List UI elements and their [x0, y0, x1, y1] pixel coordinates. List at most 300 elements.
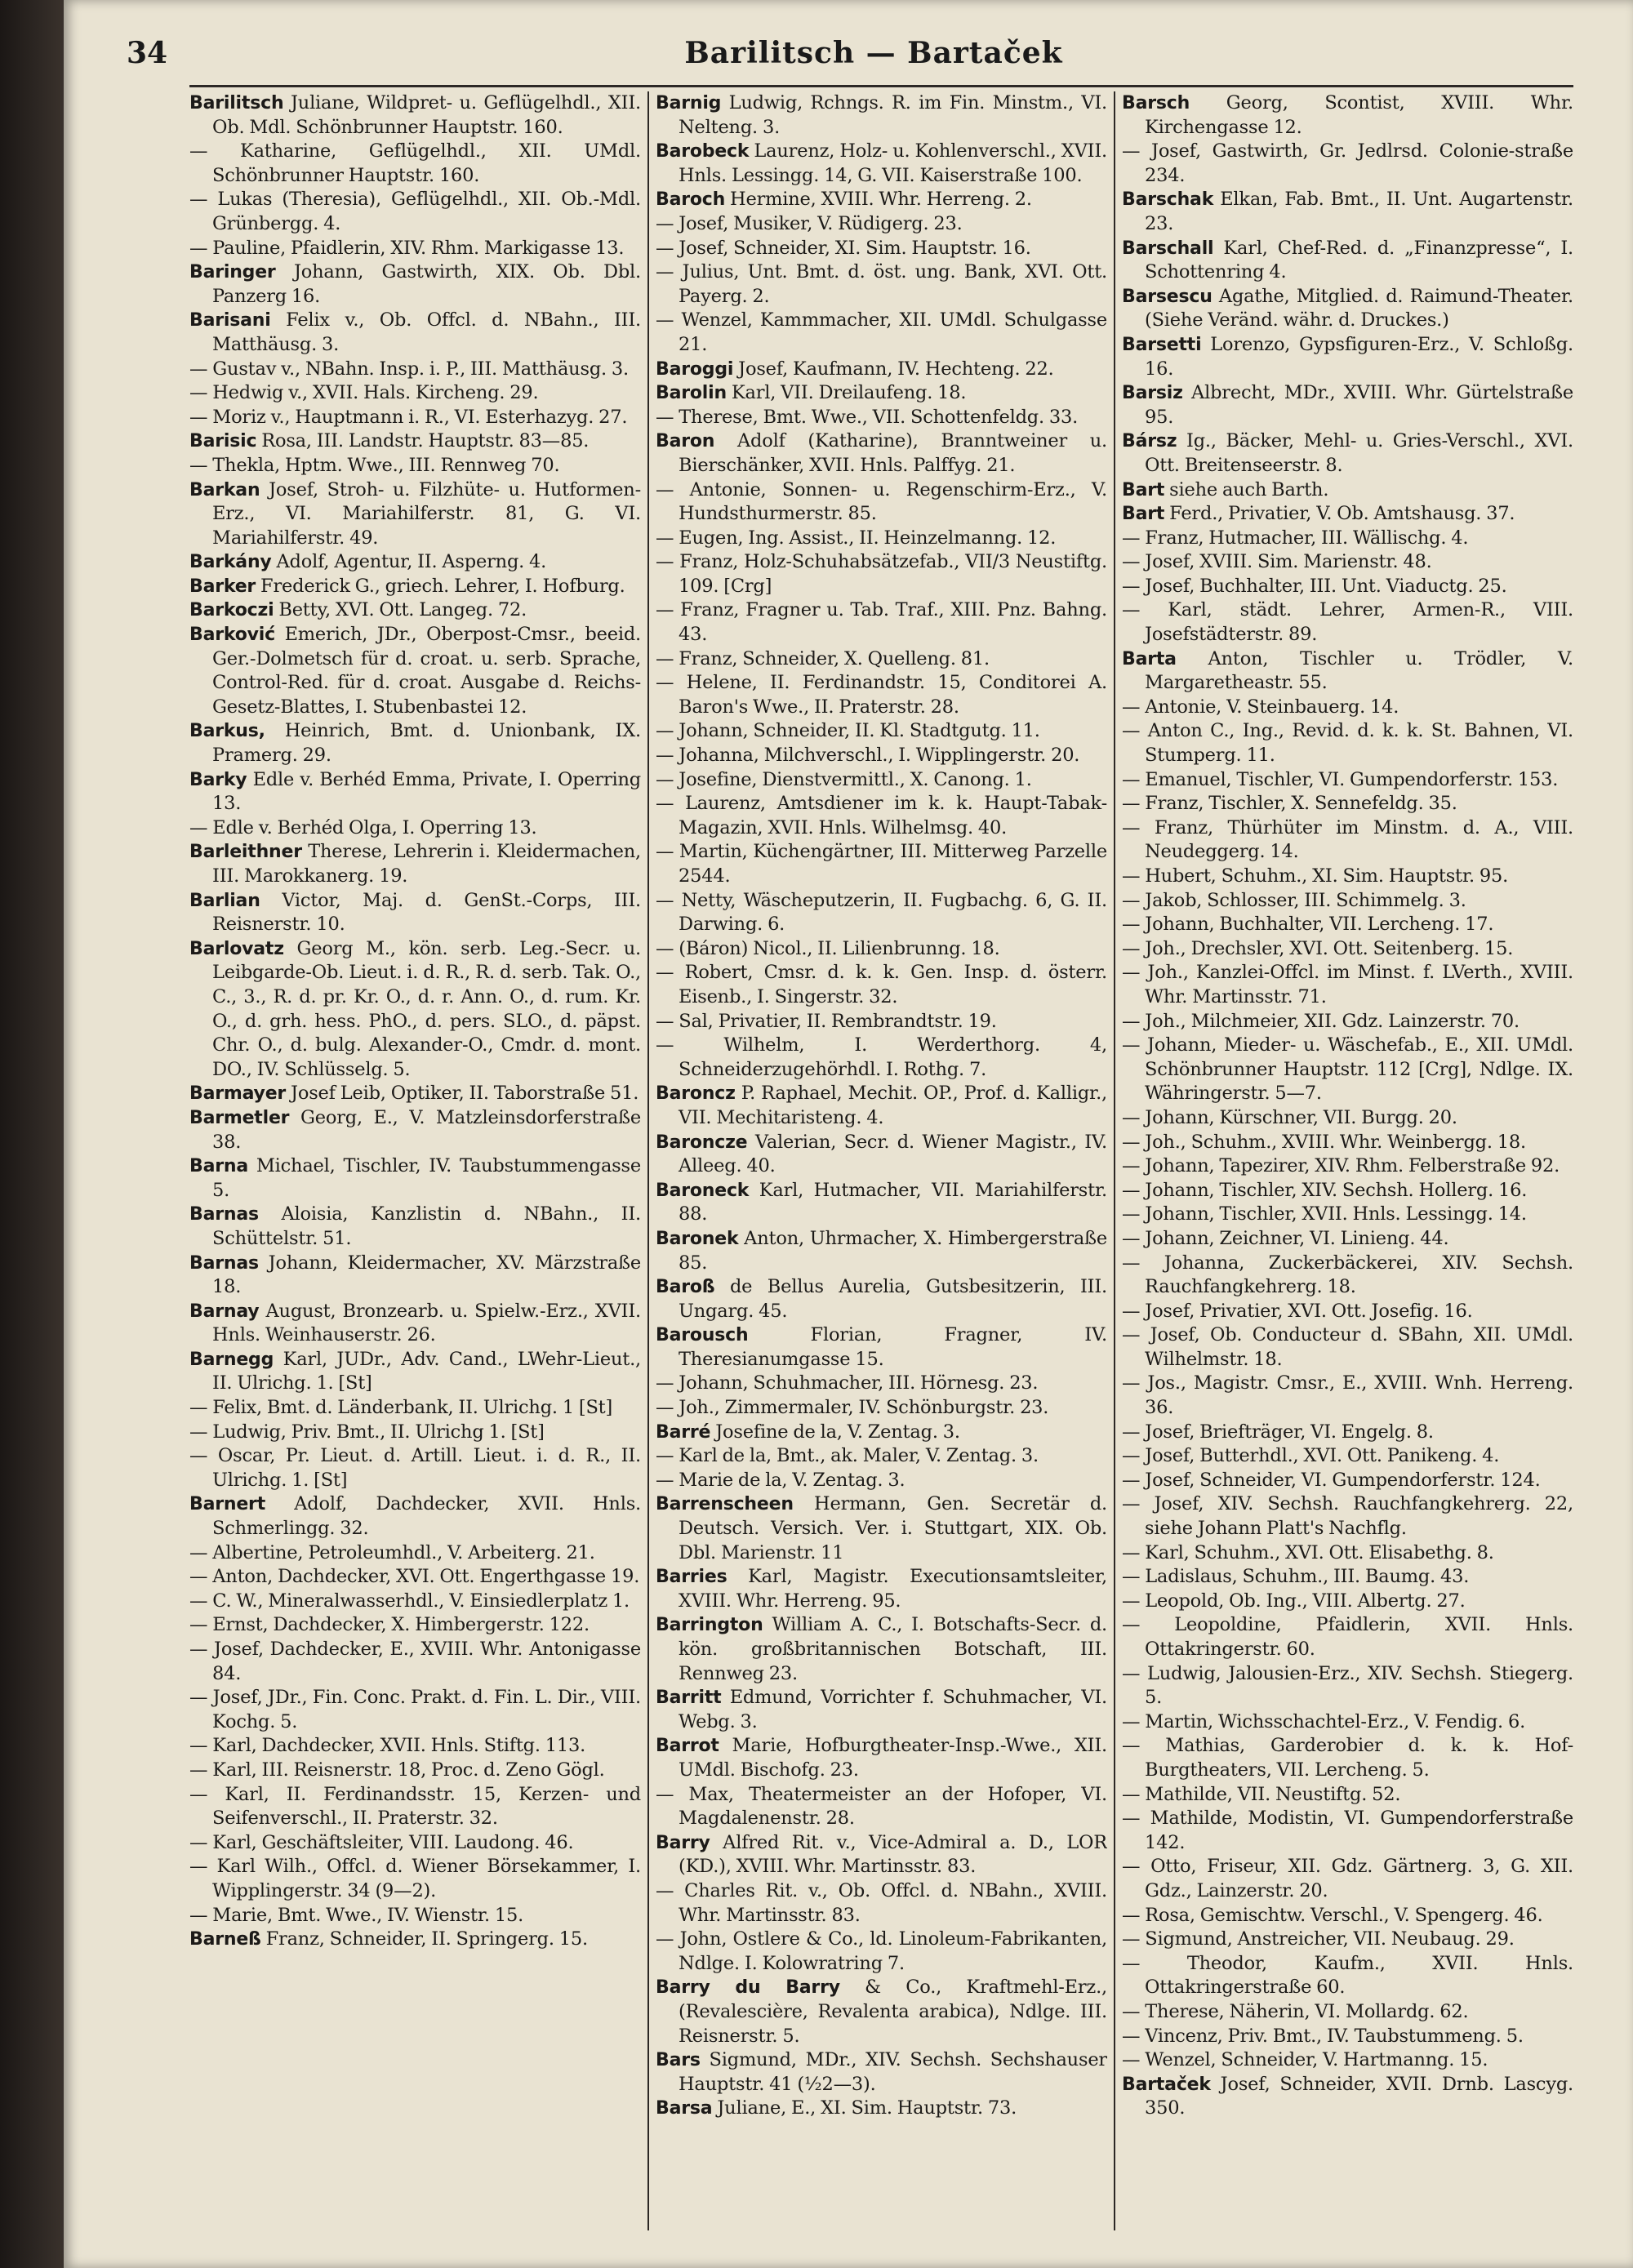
directory-entry: [656, 237, 1107, 261]
entry-surname: Barneß: [189, 1929, 261, 1950]
entry-surname: Barrot: [656, 1736, 719, 1757]
directory-entry: [189, 406, 641, 430]
directory-entry: [1122, 1227, 1573, 1252]
entry-surname: Barschak: [1122, 189, 1214, 211]
directory-entry: [189, 1831, 641, 1856]
directory-entry: [1122, 696, 1573, 720]
entry-details: — Johann, Tischler, XIV. Sechsh. Hollerg. 16.: [1122, 1179, 1528, 1201]
entry-details: — Karl, Schuhm., XVI. Ott. Elisabethg. 8.: [1122, 1541, 1494, 1563]
entry-details: & Co., Kraftmehl-Erz., (Revalescière, Revalenta arabica), Ndlge. III. Reisnerstr. 5.: [679, 1977, 1107, 2047]
directory-entry: [1122, 478, 1573, 503]
directory-entry: [189, 575, 641, 599]
entry-details: Sigmund, MDr., XIV. Sechsh. Sechshauser Hauptstr. 41 (½2—3).: [679, 2049, 1107, 2095]
entry-details: — Ludwig, Priv. Bmt., II. Ulrichg 1. [St]: [189, 1421, 545, 1443]
directory-entry: [656, 1686, 1107, 1734]
entry-surname: Baroch: [656, 189, 726, 211]
directory-entry: [189, 623, 641, 719]
entry-details: Johann, Kleidermacher, XV. Märzstraße 18.: [212, 1252, 641, 1298]
entry-details: Rosa, III. Landstr. Hauptstr. 83—85.: [261, 430, 590, 452]
directory-entry: [656, 188, 1107, 212]
entry-details: — Josef, Musiker, V. Rüdigerg. 23.: [656, 212, 963, 234]
directory-entry: [1122, 1179, 1573, 1203]
entry-surname: Barobeck: [656, 141, 750, 162]
directory-entry: [656, 1421, 1107, 1445]
entry-details: — Johann, Buchhalter, VII. Lercheng. 17.: [1122, 914, 1494, 936]
entry-surname: Barsa: [656, 2098, 713, 2119]
directory-entry: [1122, 865, 1573, 889]
entry-details: — Netty, Wäscheputzerin, II. Fugbachg. 6, G. II. Darwing. 6.: [656, 889, 1107, 936]
directory-entry: [189, 478, 641, 551]
entry-details: Emerich, JDr., Oberpost-Cmsr., beeid. Ger.-Dolmetsch für d. croat. u. serb. Sprache, Control-Red. für d. croat. Ausgabe d. Reichs-Gesetz-Blattes, I. Stubenbastei 12.: [212, 624, 641, 718]
directory-entry: [189, 237, 641, 261]
directory-entry: [189, 1300, 641, 1348]
entry-details: — Vincenz, Priv. Bmt., IV. Taubstummeng. 5.: [1122, 2025, 1524, 2047]
entry-surname: Barleithner: [189, 842, 302, 863]
entry-details: Juliane, E., XI. Sim. Hauptstr. 73.: [717, 2097, 1017, 2119]
entry-details: Josef, Stroh- u. Filzhüte- u. Hutformen-Erz., VI. Mariahilferstr. 81, G. VI. Mariahilferstr. 49.: [212, 478, 641, 549]
directory-entry: [656, 889, 1107, 937]
entry-details: William A. C., I. Botschafts-Secr. d. kön. großbritannischen Botschaft, III. Rennweg 23.: [679, 1614, 1107, 1684]
directory-entry: [189, 1396, 641, 1421]
entry-surname: Barmayer: [189, 1083, 287, 1105]
directory-entry: [1122, 889, 1573, 914]
directory-entry: [656, 1323, 1107, 1372]
directory-entry: [656, 1928, 1107, 1976]
entry-surname: Barsescu: [1122, 286, 1213, 307]
entry-details: — Theodor, Kaufm., XVII. Hnls. Ottakringerstraße 60.: [1122, 1952, 1573, 1999]
entry-details: Victor, Maj. d. GenSt.-Corps, III. Reisnerstr. 10.: [212, 889, 641, 936]
entry-surname: Bársz: [1122, 431, 1177, 452]
entry-surname: Barry: [656, 1832, 710, 1853]
directory-entry: [1122, 91, 1573, 140]
directory-entry: [1122, 429, 1573, 478]
entry-details: Juliane, Wildpret- u. Geflügelhdl., XII. Ob. Mdl. Schönbrunner Hauptstr. 160.: [212, 92, 641, 138]
directory-entry: [1122, 381, 1573, 429]
entry-surname: Barsch: [1122, 93, 1190, 113]
entry-details: Agathe, Mitglied. d. Raimund-Theater. (Siehe Veränd. währ. d. Druckes.): [1145, 285, 1573, 331]
directory-entry: [656, 1976, 1107, 2048]
directory-entry: [1122, 2000, 1573, 2025]
directory-entry: [189, 1106, 641, 1154]
entry-details: — Marie de la, V. Zentag. 3.: [656, 1469, 905, 1491]
entry-details: Josef Leib, Optiker, II. Taborstraße 51.: [291, 1083, 639, 1105]
directory-entry: [1122, 913, 1573, 937]
directory-entry: [656, 792, 1107, 840]
entry-details: — Mathilde, VII. Neustiftg. 52.: [1122, 1783, 1401, 1805]
column-rule: [647, 91, 649, 2230]
directory-entry: [656, 1444, 1107, 1469]
entry-details: — Karl Wilh., Offcl. d. Wiener Börsekammer, I. Wipplingerstr. 34 (9—2).: [189, 1856, 641, 1901]
entry-details: — Therese, Bmt. Wwe., VII. Schottenfeldg. 33.: [656, 406, 1079, 428]
entry-details: Josefine de la, V. Zentag. 3.: [715, 1421, 960, 1443]
directory-entry: [1122, 527, 1573, 551]
directory-entry: [1122, 768, 1573, 793]
entry-surname: Barta: [1122, 648, 1177, 669]
directory-entry: [189, 1541, 641, 1566]
entry-details: — Josef, Privatier, XVI. Ott. Josefig. 16.: [1122, 1300, 1473, 1322]
entry-details: Ferd., Privatier, V. Ob. Amtshausg. 37.: [1169, 503, 1515, 525]
entry-surname: Barker: [189, 576, 256, 597]
directory-entry: [1122, 1662, 1573, 1710]
entry-details: — Josef, Butterhdl., XVI. Ott. Panikeng. 4.: [1122, 1445, 1500, 1467]
column-2: [656, 91, 1107, 2247]
entry-details: — Johann, Zeichner, VI. Linieng. 44.: [1122, 1227, 1449, 1249]
directory-entry: [1122, 1613, 1573, 1661]
directory-entry: [189, 1492, 641, 1541]
directory-entry: [1122, 1421, 1573, 1445]
entry-surname: Barmetler: [189, 1107, 290, 1128]
entry-details: August, Bronzearb. u. Spielw.-Erz., XVII. Hnls. Weinhauserstr. 26.: [212, 1300, 641, 1346]
entry-details: — Moriz v., Hauptmann i. R., VI. Esterhazyg. 27.: [189, 406, 628, 428]
entry-surname: Barnert: [189, 1494, 266, 1515]
entry-details: — Helene, II. Ferdinandstr. 15, Conditorei A. Baron's Wwe., II. Praterstr. 28.: [656, 672, 1107, 718]
entry-details: — Franz, Schneider, X. Quelleng. 81.: [656, 647, 990, 669]
directory-entry: [1122, 1928, 1573, 1952]
directory-entry: [1122, 961, 1573, 1009]
entry-details: — Josef, Ob. Conducteur d. SBahn, XII. UMdl. Wilhelmstr. 18.: [1122, 1324, 1573, 1370]
entry-surname: Barousch: [656, 1325, 749, 1346]
directory-entry: [656, 2048, 1107, 2097]
directory-entry: [189, 188, 641, 236]
entry-surname: Barolin: [656, 383, 727, 404]
directory-entry: [1122, 1300, 1573, 1324]
directory-entry: [1122, 1952, 1573, 2000]
directory-entry: [656, 1613, 1107, 1686]
directory-entry: [1122, 1372, 1573, 1420]
directory-entry: [656, 1082, 1107, 1130]
entry-details: — Ladislaus, Schuhm., III. Baumg. 43.: [1122, 1566, 1470, 1588]
directory-entry: [1122, 1323, 1573, 1372]
entry-details: Adolf (Katharine), Branntweiner u. Bierschänker, XVII. Hnls. Palffyg. 21.: [679, 430, 1107, 476]
directory-entry: [656, 212, 1107, 237]
entry-details: — Leopoldine, Pfaidlerin, XVII. Hnls. Ottakringerstr. 60.: [1122, 1614, 1573, 1660]
directory-entry: [189, 358, 641, 382]
page-number: 34: [127, 36, 168, 70]
column-1: [189, 91, 641, 2247]
header-rule: [189, 85, 1573, 87]
entry-details: — Leopold, Ob. Ing., VIII. Albertg. 27.: [1122, 1590, 1466, 1612]
directory-entry: [656, 598, 1107, 647]
entry-details: — Rosa, Gemischtw. Verschl., V. Spengerg. 46.: [1122, 1904, 1543, 1926]
entry-surname: Barschall: [1122, 238, 1214, 259]
entry-details: — Josef, Dachdecker, E., XVIII. Whr. Antonigasse 84.: [189, 1639, 641, 1684]
directory-entry: [189, 598, 641, 623]
directory-entry: [189, 1734, 641, 1759]
entry-details: Karl, JUDr., Adv. Cand., LWehr-Lieut., II. Ulrichg. 1. [St]: [212, 1348, 641, 1394]
entry-details: Georg, E., V. Matzleinsdorferstraße 38.: [212, 1106, 641, 1153]
directory-entry: [189, 937, 641, 1083]
entry-details: — Josef, JDr., Fin. Conc. Prakt. d. Fin. L. Dir., VIII. Kochg. 5.: [189, 1687, 641, 1732]
entry-details: — Josef, Schneider, XI. Sim. Hauptstr. 16.: [656, 237, 1031, 259]
directory-entry: [189, 1444, 641, 1492]
entry-details: — Martin, Küchengärtner, III. Mitterweg Parzelle 2544.: [656, 841, 1107, 887]
directory-entry: [1122, 647, 1573, 696]
entry-surname: Baroß: [656, 1277, 715, 1298]
entry-details: Edle v. Berhéd Emma, Private, I. Operring 13.: [212, 768, 641, 815]
entry-surname: Baroneck: [656, 1180, 750, 1201]
entry-details: — Hubert, Schuhm., XI. Sim. Hauptstr. 95.: [1122, 865, 1509, 887]
directory-entry: [1122, 1492, 1573, 1541]
entry-details: Edmund, Vorrichter f. Schuhmacher, VI. Webg. 3.: [679, 1687, 1107, 1732]
entry-surname: Barnas: [189, 1252, 259, 1274]
directory-entry: [1122, 792, 1573, 816]
entry-details: Ludwig, Rchngs. R. im Fin. Minstm., VI. Nelteng. 3.: [679, 92, 1107, 138]
directory-entry: [1122, 188, 1573, 236]
entry-details: — Katharine, Geflügelhdl., XII. UMdl. Schönbrunner Hauptstr. 160.: [189, 140, 641, 186]
entry-details: Josef, Schneider, XVII. Drnb. Lascyg. 350.: [1145, 2073, 1573, 2119]
entry-details: Elkan, Fab. Bmt., II. Unt. Augartenstr. 23.: [1145, 189, 1573, 234]
directory-entry: [1122, 1469, 1573, 1493]
directory-entry: [656, 719, 1107, 744]
entry-surname: Baringer: [189, 262, 276, 283]
entry-details: — Johann, Mieder- u. Wäschefab., E., XII. UMdl. Schönbrunner Hauptstr. 112 [Crg], Ndlge. IX. Währingerstr. 5—7.: [1122, 1034, 1573, 1105]
entry-details: — Franz, Tischler, X. Sennefeldg. 35.: [1122, 793, 1457, 815]
directory-entry: [656, 527, 1107, 551]
entry-details: — Wenzel, Kammmacher, XII. UMdl. Schulgasse 21.: [656, 309, 1107, 355]
entry-details: Aloisia, Kanzlistin d. NBahn., II. Schüttelstr. 51.: [212, 1203, 641, 1249]
entry-surname: Barisic: [189, 431, 257, 452]
directory-entry: [189, 1421, 641, 1445]
entry-details: Laurenz, Holz- u. Kohlenverschl., XVII. Hnls. Lessingg. 14, G. VII. Kaiserstraße 100.: [679, 140, 1107, 186]
directory-entry: [656, 260, 1107, 309]
entry-details: — Antonie, Sonnen- u. Regenschirm-Erz., V. Hundsthurmerstr. 85.: [656, 478, 1107, 525]
entry-details: — Marie, Bmt. Wwe., IV. Wienstr. 15.: [189, 1904, 524, 1926]
directory-entry: [189, 140, 641, 188]
directory-entry: [656, 744, 1107, 768]
entry-details: — Karl, städt. Lehrer, Armen-R., VIII. Josefstädterstr. 89.: [1122, 599, 1573, 646]
entry-details: — Josefine, Dienstvermittl., X. Canong. 1.: [656, 768, 1032, 790]
directory-entry: [656, 1010, 1107, 1034]
directory-entry: [189, 381, 641, 406]
directory-entry: [1122, 2073, 1573, 2121]
entry-details: — Karl, II. Ferdinandsstr. 15, Kerzen- und Seifenverschl., II. Praterstr. 32.: [189, 1783, 641, 1830]
entry-details: — Karl, Dachdecker, XVII. Hnls. Stiftg. 113.: [189, 1735, 586, 1757]
entry-surname: Barkus,: [189, 721, 265, 742]
directory-entry: [656, 1227, 1107, 1275]
entry-details: Karl, VII. Dreilaufeng. 18.: [731, 382, 967, 404]
entry-details: — Josef, XVIII. Sim. Marienstr. 48.: [1122, 551, 1432, 573]
directory-entry: [189, 768, 641, 816]
directory-entry: [189, 1638, 641, 1686]
entry-details: — Antonie, V. Steinbauerg. 14.: [1122, 696, 1399, 718]
entry-details: — Josef, Gastwirth, Gr. Jedlrsd. Colonie-straße 234.: [1122, 140, 1573, 186]
entry-details: — John, Ostlere & Co., ld. Linoleum-Fabrikanten, Ndlge. I. Kolowratring 7.: [656, 1928, 1107, 1974]
entry-surname: Barkoczi: [189, 600, 274, 621]
entry-surname: Barry du Barry: [656, 1977, 840, 1999]
directory-entry: [1122, 1010, 1573, 1034]
directory-entry: [189, 1686, 641, 1734]
entry-details: Therese, Lehrerin i. Kleidermachen, III. Marokkanerg. 19.: [212, 841, 641, 887]
entry-details: — Thekla, Hptm. Wwe., III. Rennweg 70.: [189, 454, 560, 476]
entry-details: — Wilhelm, I. Werderthorg. 4, Schneiderzugehörhdl. I. Rothg. 7.: [656, 1034, 1107, 1080]
directory-entry: [656, 91, 1107, 140]
directory-entry: [189, 1928, 641, 1952]
entry-surname: Barkan: [189, 479, 260, 500]
entry-surname: Barrington: [656, 1615, 763, 1636]
entry-details: Valerian, Secr. d. Wiener Magistr., IV. Alleeg. 40.: [679, 1131, 1107, 1177]
directory-entry: [1122, 575, 1573, 599]
directory-entry: [189, 1565, 641, 1590]
entry-surname: Baron: [656, 431, 715, 452]
entry-details: — Eugen, Ing. Assist., II. Heinzelmanng. 12.: [656, 527, 1057, 549]
directory-entry: [189, 1613, 641, 1638]
entry-details: — Franz, Holz-Schuhabsätzefab., VII/3 Neustiftg. 109. [Crg]: [656, 551, 1107, 597]
entry-details: — Johanna, Milchverschl., I. Wipplingerstr. 20.: [656, 745, 1080, 767]
directory-entry: [1122, 1783, 1573, 1808]
entry-details: — Laurenz, Amtsdiener im k. k. Haupt-Tabak-Magazin, XVII. Hnls. Wilhelmsg. 40.: [656, 793, 1107, 838]
entry-details: Albrecht, MDr., XVIII. Whr. Gürtelstraße 95.: [1145, 382, 1573, 428]
entry-details: — Hedwig v., XVII. Hals. Kircheng. 29.: [189, 382, 539, 404]
directory-entry: [656, 671, 1107, 719]
entry-surname: Barna: [189, 1156, 248, 1177]
entry-details: Lorenzo, Gypsfiguren-Erz., V. Schloßg. 16.: [1145, 333, 1573, 380]
entry-details: — Anton, Dachdecker, XVI. Ott. Engerthgasse 19.: [189, 1566, 640, 1588]
directory-entry: [656, 768, 1107, 793]
entry-surname: Baroggi: [656, 358, 734, 380]
entry-details: Hermine, XVIII. Whr. Herreng. 2.: [730, 189, 1032, 211]
entry-surname: Bart: [1122, 504, 1165, 525]
entry-details: Felix v., Ob. Offcl. d. NBahn., III. Matthäusg. 3.: [212, 309, 641, 355]
entry-surname: Barsetti: [1122, 334, 1202, 355]
directory-entry: [189, 1154, 641, 1203]
directory-entry: [1122, 1252, 1573, 1300]
entry-details: — Josef, Briefträger, VI. Engelg. 8.: [1122, 1421, 1434, 1443]
entry-details: — Josef, Schneider, VI. Gumpendorferstr. 124.: [1122, 1469, 1541, 1491]
running-head: Barilitsch — Bartaček: [684, 36, 1063, 70]
entry-surname: Barnegg: [189, 1349, 274, 1370]
entry-details: — Joh., Schuhm., XVIII. Whr. Weinbergg. 18.: [1122, 1131, 1526, 1153]
entry-details: Karl, Magistr. Executionsamtsleiter, XVIII. Whr. Herreng. 95.: [679, 1566, 1107, 1612]
directory-entry: [1122, 1855, 1573, 1903]
entry-surname: Barky: [189, 769, 247, 790]
entry-surname: Barkány: [189, 552, 272, 573]
directory-entry: [656, 1879, 1107, 1928]
directory-entry: [189, 1082, 641, 1106]
entry-details: — Sigmund, Anstreicher, VII. Neubaug. 29.: [1122, 1928, 1515, 1950]
directory-entry: [1122, 816, 1573, 865]
entry-details: de Bellus Aurelia, Gutsbesitzerin, III. Ungarg. 45.: [679, 1276, 1107, 1322]
directory-entry: [1122, 1541, 1573, 1566]
directory-entry: [1122, 2048, 1573, 2073]
column-rule: [1114, 91, 1115, 2230]
directory-entry: [1122, 1034, 1573, 1106]
directory-entry: [656, 381, 1107, 406]
entry-details: — Oscar, Pr. Lieut. d. Artill. Lieut. i. d. R., II. Ulrichg. 1. [St]: [189, 1445, 641, 1491]
entry-details: — Jos., Magistr. Cmsr., E., XVIII. Wnh. Herreng. 36.: [1122, 1372, 1573, 1419]
entry-details: — Josef, XIV. Sechsh. Rauchfangkehrerg. 22, siehe Johann Platt's Nachflg.: [1122, 1493, 1573, 1540]
directory-entry: [656, 140, 1107, 188]
directory-entry: [189, 1855, 641, 1903]
page-header: [127, 36, 1621, 85]
entry-details: Alfred Rit. v., Vice-Admiral a. D., LOR (KD.), XVIII. Whr. Martinsstr. 83.: [679, 1831, 1107, 1878]
entry-details: — Otto, Friseur, XII. Gdz. Gärtnerg. 3, G. XII. Gdz., Lainzerstr. 20.: [1122, 1856, 1573, 1901]
directory-entry: [1122, 1106, 1573, 1131]
entry-details: — Mathias, Garderobier d. k. k. Hof-Burgtheaters, VII. Lercheng. 5.: [1122, 1735, 1573, 1781]
entry-details: — (Báron) Nicol., II. Lilienbrunng. 18.: [656, 937, 1000, 959]
directory-entry: [189, 454, 641, 478]
directory-entry: [656, 550, 1107, 598]
directory-entry: [189, 550, 641, 575]
entry-surname: Barrenscheen: [656, 1494, 794, 1515]
directory-entry: [1122, 598, 1573, 647]
entry-surname: Bart: [1122, 479, 1165, 500]
directory-entry: [656, 1179, 1107, 1227]
directory-entry: [189, 309, 641, 357]
entry-details: — Johann, Schneider, II. Kl. Stadtgutg. 11.: [656, 720, 1040, 742]
entry-surname: Baroncze: [656, 1132, 748, 1153]
entry-details: — Joh., Milchmeier, XII. Gdz. Lainzerstr. 70.: [1122, 1010, 1520, 1032]
directory-entry: [656, 406, 1107, 430]
directory-entry: [1122, 285, 1573, 333]
directory-entry: [189, 889, 641, 937]
directory-entry: [656, 1783, 1107, 1831]
entry-surname: Barsiz: [1122, 383, 1183, 404]
directory-entry: [656, 358, 1107, 382]
entry-details: Georg M., kön. serb. Leg.-Secr. u. Leibgarde-Ob. Lieut. i. d. R., R. d. serb. Tak. O., C., 3., R. d. pr. Kr. O., d. r. Ann. O., d. rum. Kr. O., d. grh. hess. PhO., d. pers. SLO., d. päpst. Chr. O., d. bulg. Alexander-O., Cmdr. d. mont. DO., IV. Schlüsselg. 5.: [212, 937, 641, 1080]
entry-surname: Bartaček: [1122, 2074, 1211, 2095]
directory-entry: [189, 429, 641, 454]
entry-surname: Bars: [656, 2050, 701, 2071]
directory-entry: [656, 429, 1107, 478]
entry-details: Georg, Scontist, XVIII. Whr. Kirchengasse 12.: [1145, 92, 1573, 138]
entry-details: — Joh., Kanzlei-Offcl. im Minst. f. LVerth., XVIII. Whr. Martinsstr. 71.: [1122, 962, 1573, 1007]
entry-details: — Therese, Näherin, VI. Mollardg. 62.: [1122, 2000, 1469, 2022]
entry-surname: Barnas: [189, 1204, 259, 1225]
entry-details: — Karl, III. Reisnerstr. 18, Proc. d. Zeno Gögl.: [189, 1759, 605, 1781]
entry-details: — Karl, Geschäftsleiter, VIII. Laudong. 46.: [189, 1831, 574, 1853]
directory-entry: [1122, 937, 1573, 962]
directory-entry: [1122, 1131, 1573, 1155]
entry-details: — Jakob, Schlosser, III. Schimmelg. 3.: [1122, 889, 1466, 911]
directory-entry: [1122, 1807, 1573, 1855]
directory-entry: [656, 840, 1107, 888]
entry-details: — Julius, Unt. Bmt. d. öst. ung. Bank, XVI. Ott. Payerg. 2.: [656, 261, 1107, 307]
entry-details: Karl, Chef-Red. d. „Finanzpresse“, I. Schottenring 4.: [1145, 237, 1573, 283]
entry-details: — Karl de la, Bmt., ak. Maler, V. Zentag. 3.: [656, 1445, 1039, 1467]
directory-entry: [1122, 719, 1573, 767]
directory-entry: [1122, 1444, 1573, 1469]
directory-entry: [656, 647, 1107, 672]
entry-surname: Barlovatz: [189, 938, 284, 959]
directory-entry: [656, 478, 1107, 527]
directory-entry: [656, 1275, 1107, 1323]
directory-entry: [656, 1492, 1107, 1565]
directory-entry: [1122, 1904, 1573, 1928]
entry-details: Michael, Tischler, IV. Taubstummengasse 5.: [212, 1155, 641, 1201]
directory-entry: [189, 840, 641, 888]
entry-details: — Franz, Fragner u. Tab. Traf., XIII. Pnz. Bahng. 43.: [656, 599, 1107, 646]
entry-surname: Baronek: [656, 1228, 739, 1249]
entry-details: — Johann, Tischler, XVII. Hnls. Lessingg. 14.: [1122, 1203, 1527, 1225]
entry-details: Hermann, Gen. Secretär d. Deutsch. Versich. Ver. i. Stuttgart, XIX. Ob. Dbl. Marienstr. 11: [679, 1493, 1107, 1563]
directory-entry: [189, 1590, 641, 1614]
directory-entry: [656, 1831, 1107, 1879]
directory-entry: [1122, 550, 1573, 575]
entry-details: — Johann, Schuhmacher, III. Hörnesg. 23.: [656, 1372, 1039, 1394]
directory-entry: [656, 1565, 1107, 1613]
entry-details: — Mathilde, Modistin, VI. Gumpendorferstraße 142.: [1122, 1808, 1573, 1853]
directory-entry: [1122, 237, 1573, 285]
entry-details: siehe auch Barth.: [1169, 478, 1329, 500]
entry-details: — Joh., Drechsler, XVI. Ott. Seitenberg. 15.: [1122, 937, 1514, 959]
entry-details: — Franz, Thürhüter im Minstm. d. A., VIII. Neudeggerg. 14.: [1122, 816, 1573, 863]
entry-details: — Johann, Kürschner, VII. Burgg. 20.: [1122, 1106, 1457, 1128]
entry-details: — Johann, Tapezirer, XIV. Rhm. Felberstraße 92.: [1122, 1155, 1560, 1177]
entry-details: — Johanna, Zuckerbäckerei, XIV. Sechsh. Rauchfangkehrerg. 18.: [1122, 1252, 1573, 1298]
directory-entry: [656, 1131, 1107, 1179]
book-spine: [0, 0, 64, 2268]
directory-entry: [189, 260, 641, 309]
